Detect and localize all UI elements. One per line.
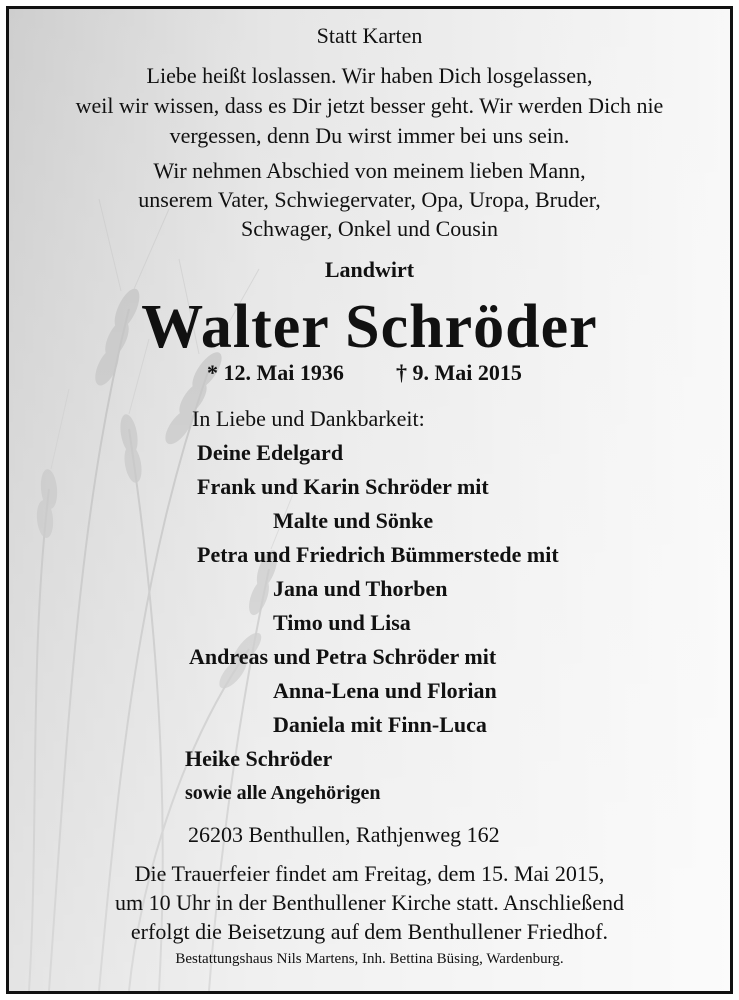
birth-date: * 12. Mai 1936 bbox=[207, 360, 344, 385]
quote-line: vergessen, denn Du wirst immer bei uns sein. bbox=[169, 123, 570, 148]
service-line: erfolgt die Beisetzung auf dem Benthullener Friedhof. bbox=[130, 919, 609, 944]
mourner-line: Deine Edelgard bbox=[197, 440, 344, 465]
intro-line: Wir nehmen Abschied von meinem lieben Mann, bbox=[153, 158, 586, 183]
relatives-line: sowie alle Angehörigen bbox=[185, 782, 381, 804]
quote-line: weil wir wissen, dass es Dir jetzt besser geht. Wir werden Dich nie bbox=[75, 93, 664, 118]
service-line: Die Trauerfeier findet am Freitag, dem 15. Mai 2015, bbox=[134, 861, 605, 886]
intro-line: Schwager, Onkel und Cousin bbox=[241, 216, 498, 241]
address: 26203 Benthullen, Rathjenweg 162 bbox=[188, 822, 500, 847]
mourner-line: Heike Schröder bbox=[185, 746, 333, 771]
deceased-name: Walter Schröder bbox=[141, 293, 598, 361]
header-statt-karten: Statt Karten bbox=[316, 23, 423, 48]
mourner-line: Petra und Friedrich Bümmerstede mit bbox=[197, 542, 559, 567]
mourner-line: Daniela mit Finn-Luca bbox=[273, 712, 487, 737]
quote-line: Liebe heißt loslassen. Wir haben Dich losgelassen, bbox=[146, 63, 593, 88]
occupation: Landwirt bbox=[324, 257, 415, 282]
mourner-line: Andreas und Petra Schröder mit bbox=[189, 644, 497, 669]
gratitude-line: In Liebe und Dankbarkeit: bbox=[192, 406, 425, 431]
intro-line: unserem Vater, Schwiegervater, Opa, Uropa, Bruder, bbox=[138, 187, 601, 212]
mourner-line: Anna-Lena und Florian bbox=[273, 678, 497, 703]
mourner-line: Timo und Lisa bbox=[273, 610, 411, 635]
mourner-line: Frank und Karin Schröder mit bbox=[197, 474, 489, 499]
funeral-home: Bestattungshaus Nils Martens, Inh. Bettina Büsing, Wardenburg. bbox=[175, 951, 564, 967]
obituary-notice bbox=[6, 6, 733, 994]
mourner-line: Malte und Sönke bbox=[273, 508, 434, 533]
death-date: † 9. Mai 2015 bbox=[396, 360, 522, 385]
service-line: um 10 Uhr in der Benthullener Kirche statt. Anschließend bbox=[115, 890, 624, 915]
mourner-line: Jana und Thorben bbox=[273, 576, 448, 601]
